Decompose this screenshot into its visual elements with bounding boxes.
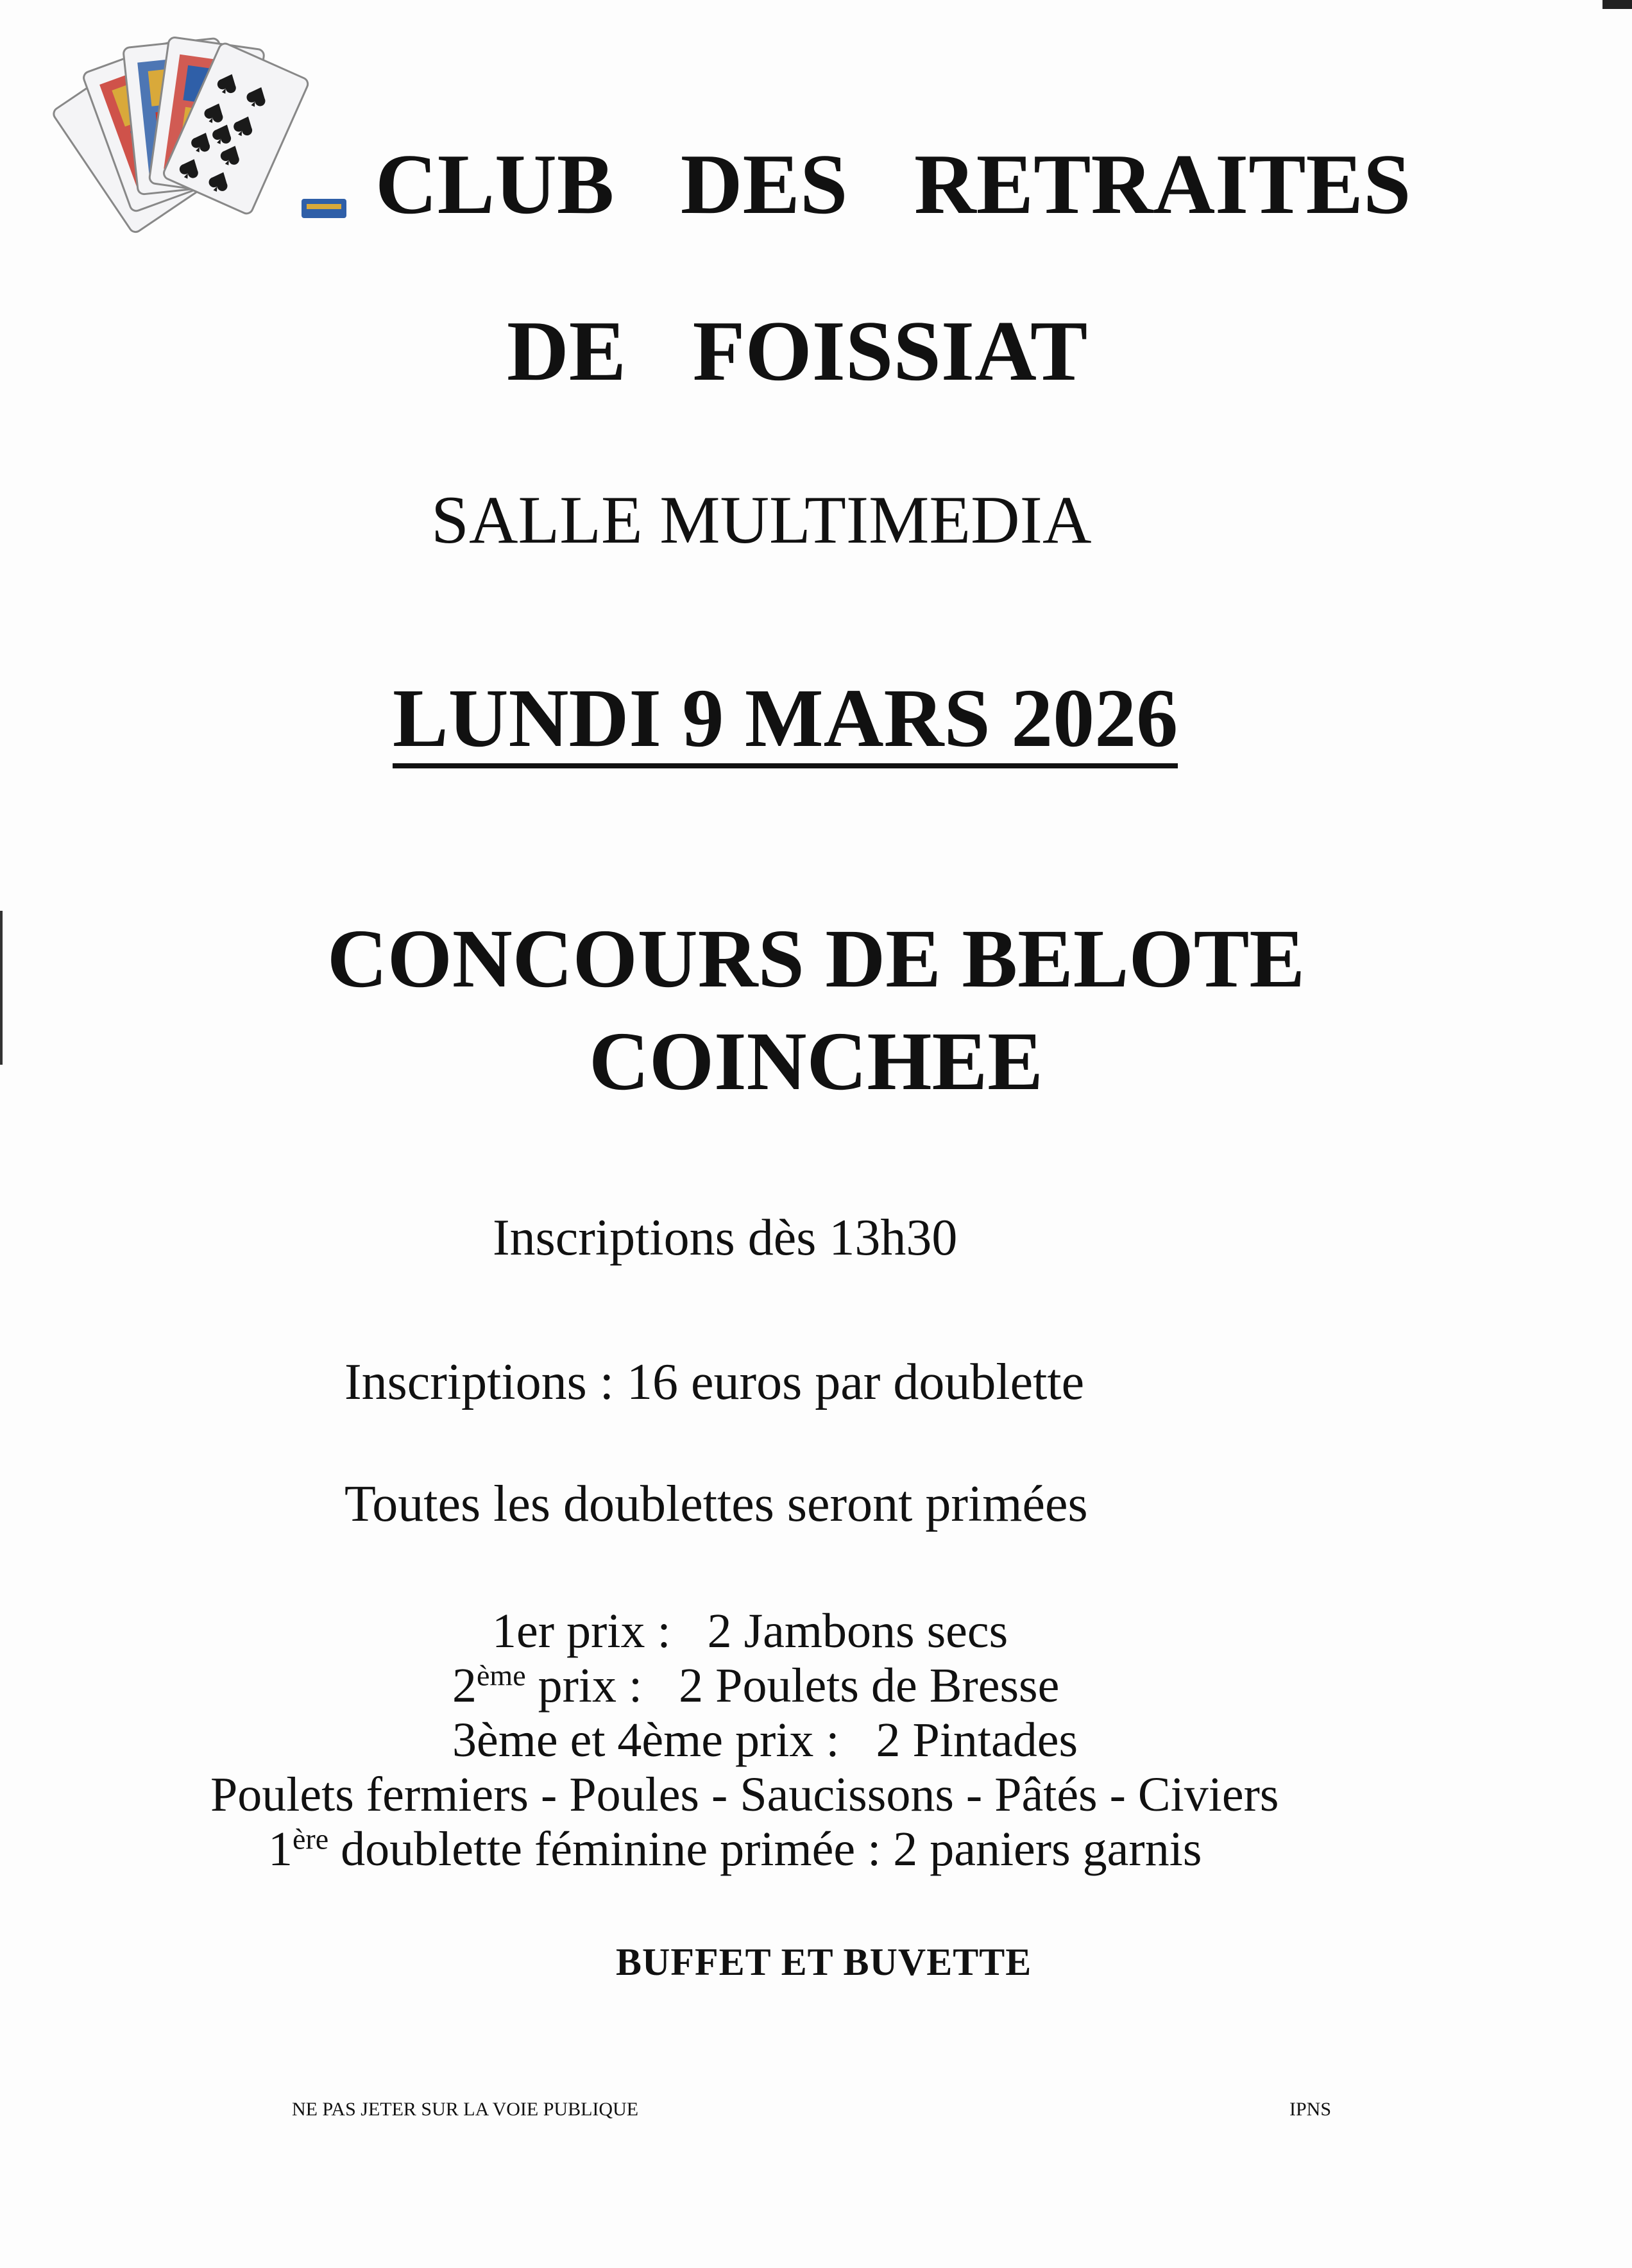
scan-edge-mark [1602,0,1632,9]
prize-second-number: 2 [452,1659,477,1713]
all-teams-prized: Toutes les doublettes seront primées [344,1476,1088,1532]
registration-fee: Inscriptions : 16 euros par doublette [344,1354,1085,1410]
prize-women-suffix: ère [293,1822,329,1856]
prize-third-fourth [452,1713,1078,1768]
prize-third-label: 3ème et 4ème prix : [452,1713,840,1767]
prize-women-number: 1 [268,1822,293,1876]
title-club-name: CLUB DES RETRAITES [375,137,1411,232]
playing-cards-fan-icon [32,26,366,237]
footer-disposal-notice: NE PAS JETER SUR LA VOIE PUBLIQUE [292,2099,639,2120]
prize-others: Poulets fermiers - Poules - Saucissons - Pâtés - Civiers [210,1768,1279,1822]
prize-second-suffix: ème [477,1659,526,1692]
prize-women-team [268,1822,1202,1877]
prize-women-text: doublette féminine primée : 2 paniers garnis [328,1822,1202,1876]
registration-time: Inscriptions dès 13h30 [493,1210,958,1266]
prize-first-label: 1er prix : [492,1604,671,1658]
title-club-location: DE FOISSIAT [507,303,1088,398]
buffet-notice: BUFFET ET BUVETTE [616,1941,1032,1983]
prize-first-value: 2 Jambons secs [707,1604,1008,1658]
prize-third-value: 2 Pintades [876,1713,1078,1767]
venue-name: SALLE MULTIMEDIA [431,482,1092,557]
event-date-container [393,673,1178,768]
footer-ipns: IPNS [1289,2099,1332,2120]
event-date: LUNDI 9 MARS 2026 [393,673,1178,768]
prize-second-label: prix : [525,1659,643,1713]
prize-first [492,1604,1008,1659]
event-title-line1: CONCOURS DE BELOTE [327,913,1305,1005]
prize-second [452,1658,1059,1714]
prize-second-value: 2 Poulets de Bresse [679,1659,1060,1713]
event-title-line2: COINCHEE [589,1015,1043,1108]
